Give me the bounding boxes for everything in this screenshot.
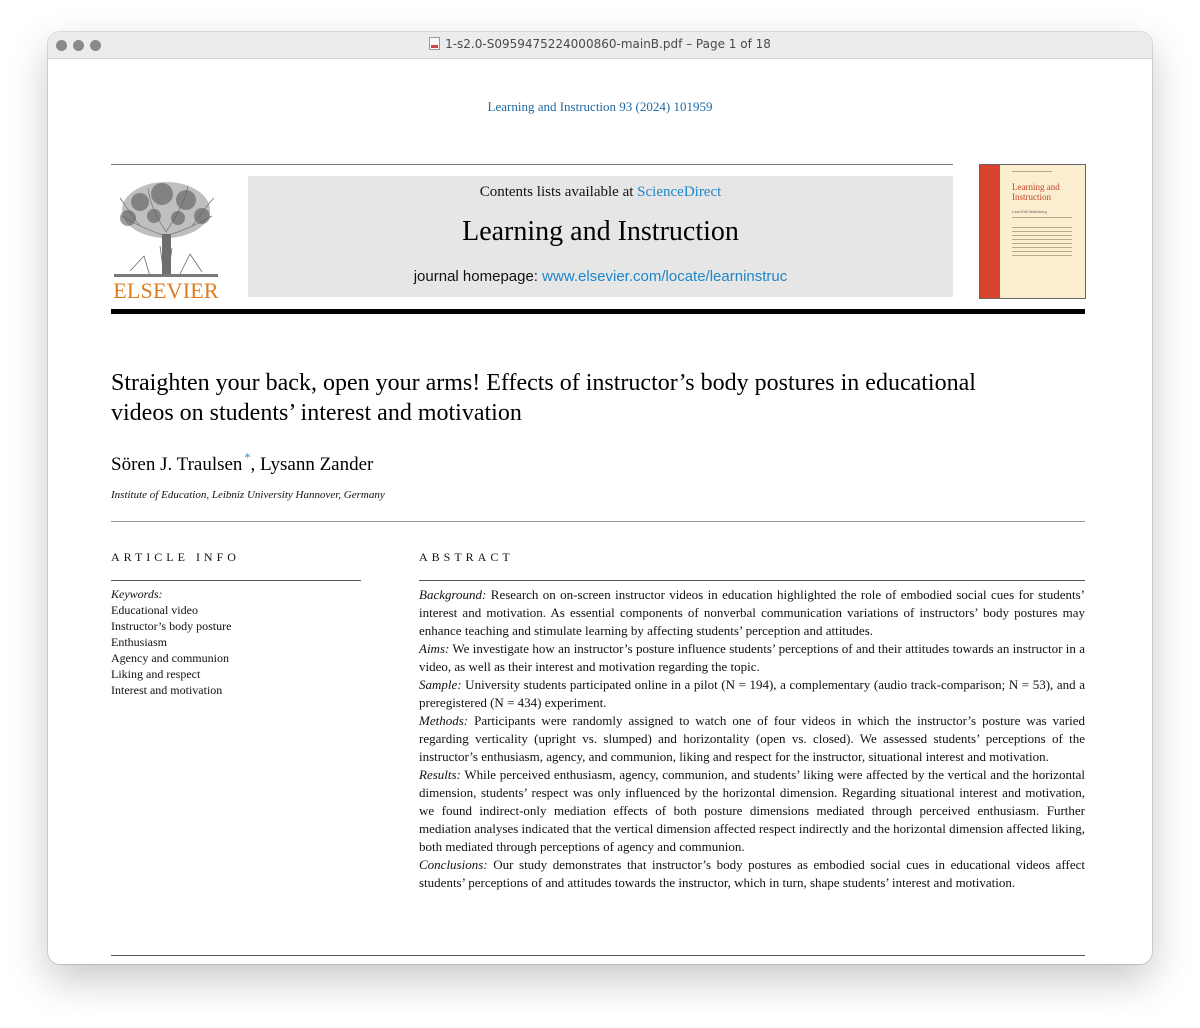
abstract-bottom-rule (111, 955, 1085, 956)
cover-red-stripe (980, 165, 1000, 298)
window-title-text: 1-s2.0-S0959475224000860-mainB.pdf – Page 1 of 18 (445, 37, 771, 51)
header-bottom-rule (111, 309, 1085, 314)
abstract-results (419, 766, 1085, 856)
cover-editor: Lars-Erik Malmberg (1012, 209, 1047, 214)
conclusions-text: Our study demonstrates that instructor’s body postures as embodied social cues in educational videos affect students’ perceptions of and attitudes towards the instructor, which in turn, shape students’ interest and motivation. (419, 857, 1085, 890)
keyword-item: Educational video (111, 603, 198, 617)
journal-banner (248, 176, 953, 297)
background-label: Background: (419, 587, 487, 602)
pdf-file-icon (429, 37, 440, 50)
article-info-rule (111, 580, 361, 581)
methods-text: Participants were randomly assigned to watch one of four videos in which the instructor’s posture was varied regarding verticality (upright vs. slumped) and horizontality (open vs. closed). We assessed students’ perceptions of the instructor’s enthusiasm, agency, and communion, liking and respect for the instructor, situational interest and motivation. (419, 713, 1085, 764)
sample-label: Sample: (419, 677, 462, 692)
homepage-line (248, 268, 953, 285)
keyword-item: Agency and communion (111, 651, 229, 665)
keywords-list (111, 602, 231, 698)
background-text: Research on on-screen instructor videos in education highlighted the role of embodied social cues for students’ interest and motivation. As essential components of nonverbal communication variations of instructors’ body postures may enhance teaching and stimulate learning by affecting students’ perception and attitudes. (419, 587, 1085, 638)
window-titlebar[interactable] (48, 32, 1152, 59)
journal-cover-thumbnail (979, 164, 1086, 299)
conclusions-label: Conclusions: (419, 857, 488, 872)
contents-line (248, 184, 953, 201)
paper-title: Straighten your back, open your arms! Effects of instructor’s body postures in educational videos on students’ interest and motivation (111, 370, 976, 426)
abstract-body (419, 586, 1085, 892)
homepage-prefix: journal homepage: (413, 268, 543, 285)
keyword-item: Interest and motivation (111, 683, 223, 697)
abstract-methods (419, 712, 1085, 766)
results-text: While perceived enthusiasm, agency, communion, and students’ liking were affected by the vertical and the horizontal dimension, students’ respect was only influenced by the horizontal dimension. Regarding situational interest and motivation, we found indirect-only mediation effects of both posture dimensions mediated through perceived enthusiasm. Further mediation analyses indicated that the vertical dimension affected respect indirectly and the horizontal dimension affected liking, both mediated through perceptions of agency and communion. (419, 767, 1085, 854)
sample-text: University students participated online in a pilot (N = 194), a complementary (audio track-comparison; N = 53), and a preregistered (N = 434) experiment. (419, 677, 1085, 710)
article-info-heading: ARTICLE INFO (111, 550, 240, 564)
elsevier-tree-icon (110, 176, 222, 280)
author-list (111, 450, 373, 476)
corresponding-author-mark[interactable]: * (244, 450, 251, 464)
author-separator: , (250, 454, 260, 475)
journal-homepage-link[interactable]: www.elsevier.com/locate/learninstruc (542, 268, 788, 285)
sciencedirect-link[interactable]: ScienceDirect (637, 184, 722, 200)
keywords-label: Keywords: (111, 587, 163, 601)
abstract-aims (419, 640, 1085, 676)
author-traulsen[interactable]: Sören J. Traulsen (111, 454, 243, 475)
abstract-conclusions (419, 856, 1085, 892)
elsevier-wordmark: ELSEVIER (113, 278, 219, 303)
header-top-rule (111, 164, 953, 165)
abstract-sample (419, 676, 1085, 712)
abstract-rule (419, 580, 1085, 581)
journal-citation[interactable]: Learning and Instruction 93 (2024) 101959 (487, 99, 713, 114)
abstract-background (419, 586, 1085, 640)
keyword-item: Liking and respect (111, 667, 201, 681)
author-zander[interactable]: Lysann Zander (259, 454, 374, 475)
journal-title: Learning and Instruction (462, 216, 739, 247)
keyword-item: Enthusiasm (111, 635, 167, 649)
cover-title: Learning and Instruction (1012, 182, 1060, 202)
window-title (48, 37, 1152, 51)
aims-text: We investigate how an instructor’s posture influence students’ perceptions of and their attitudes towards an instructor in a video, as well as their interest and motivation regarding the topic. (419, 641, 1085, 674)
affiliation: Institute of Education, Leibniz University Hannover, Germany (111, 489, 385, 501)
keyword-item: Instructor’s body posture (111, 619, 232, 633)
results-label: Results: (419, 767, 461, 782)
aims-label: Aims: (419, 641, 450, 656)
pdf-viewer-window (48, 32, 1152, 964)
contents-prefix: Contents lists available at (479, 184, 638, 200)
methods-label: Methods: (419, 713, 469, 728)
abstract-heading: ABSTRACT (419, 550, 514, 564)
pdf-page (48, 59, 1152, 964)
title-block-rule (111, 521, 1085, 522)
